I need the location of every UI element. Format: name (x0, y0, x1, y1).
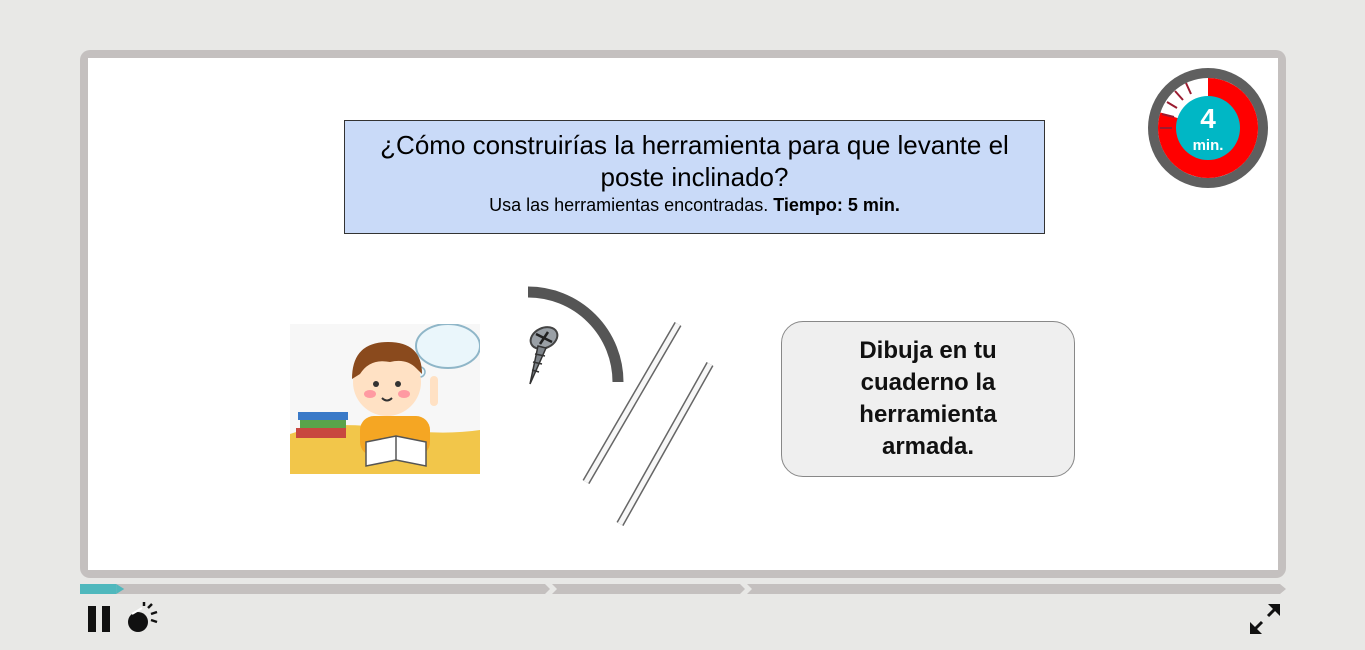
progress-segment-2[interactable] (552, 584, 745, 594)
instruction-text: Usa las herramientas encontradas. (489, 195, 769, 215)
slide-canvas (88, 58, 1278, 570)
time-label: Tiempo: 5 min. (773, 195, 900, 215)
instruction-line (345, 195, 1044, 216)
thinking-child-illustration (290, 324, 480, 474)
expand-icon[interactable] (1248, 602, 1282, 636)
question-box (344, 120, 1045, 234)
question-text: ¿Cómo construirías la herramienta para que levante el poste inclinado? (380, 130, 1009, 192)
instruction-card (781, 321, 1075, 477)
instruction-card-text: Dibuja en tu cuaderno la herramienta armada. (859, 337, 997, 460)
straight-rods-tools (578, 320, 728, 530)
countdown-timer (1148, 68, 1268, 188)
progress-segment-3[interactable] (747, 584, 1286, 594)
progress-segment-1[interactable] (80, 584, 550, 594)
rod-1 (586, 324, 678, 482)
timer-unit: min. (1192, 137, 1224, 154)
rod-2 (620, 364, 710, 524)
progress-fill (80, 584, 116, 594)
clapper-icon[interactable] (126, 602, 158, 634)
pause-icon[interactable] (86, 604, 114, 634)
slide-frame (80, 50, 1286, 578)
timer-value: 4 (1200, 103, 1216, 134)
progress-bar[interactable] (80, 584, 1286, 594)
